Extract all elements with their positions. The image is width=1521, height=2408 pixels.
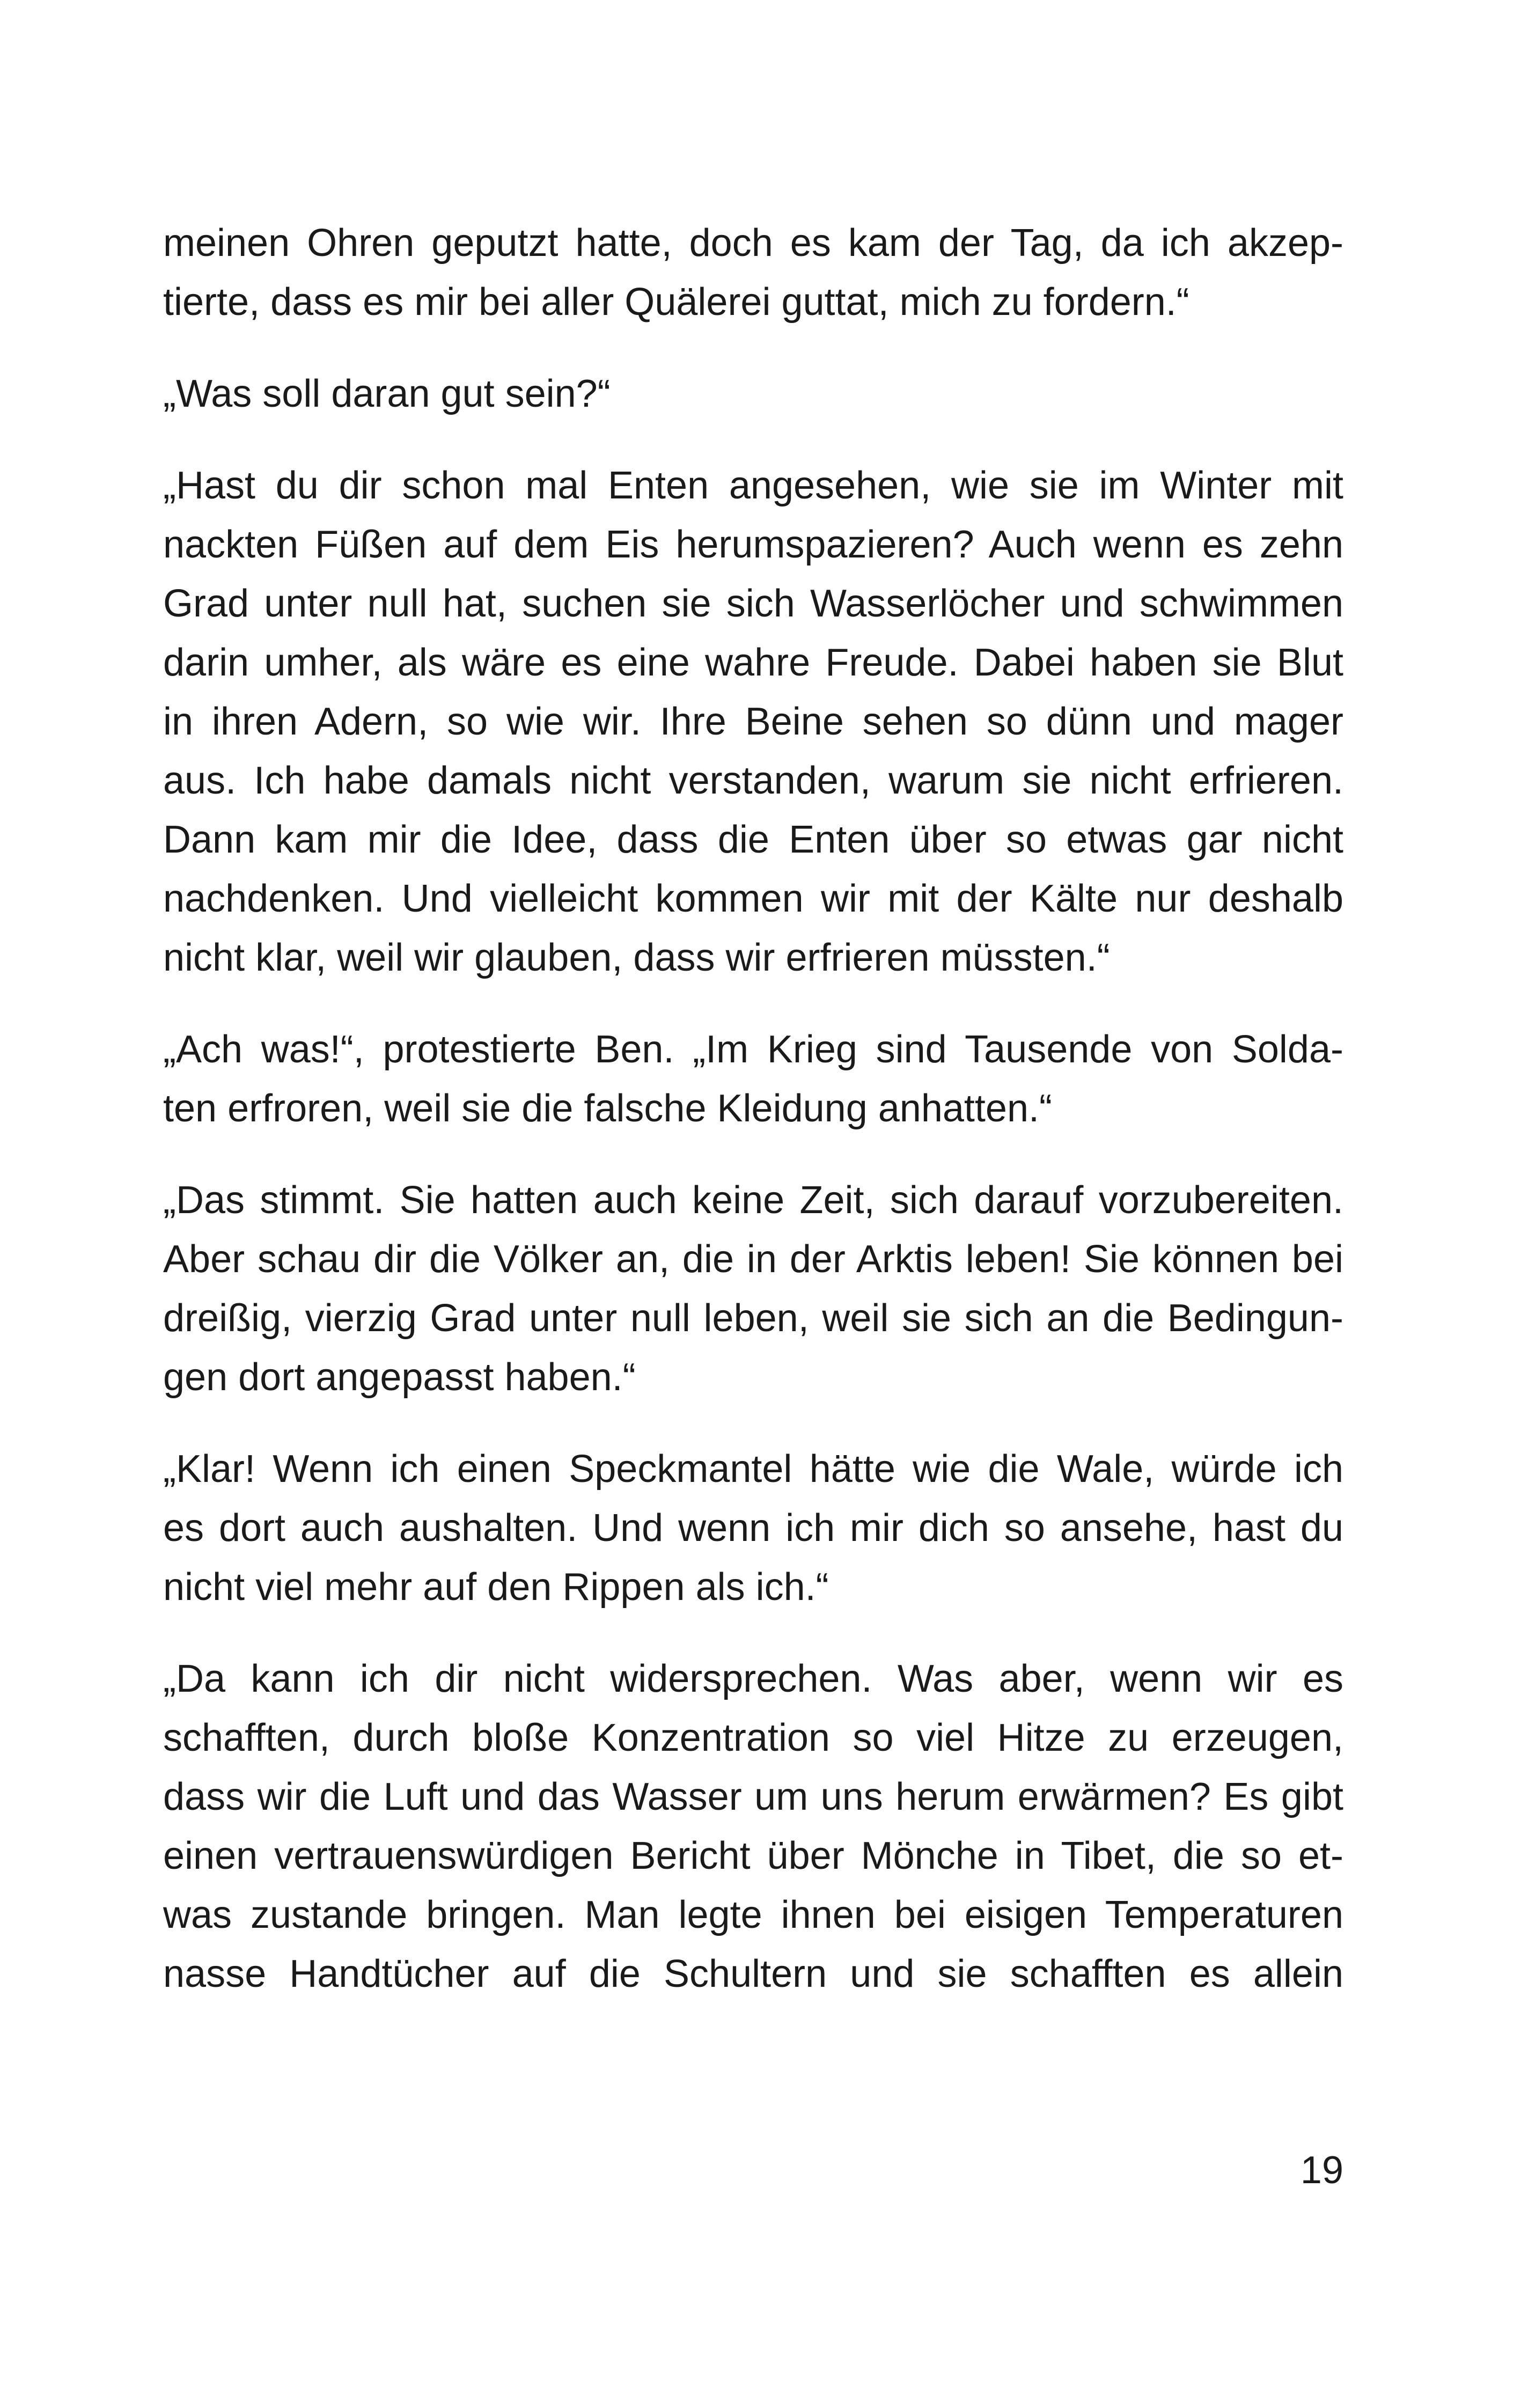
text-line: Aber schau dir die Völker an, die in der Arktis leben! Sie können bei [163,1238,1343,1281]
paragraph [163,456,1343,987]
text-line: in ihren Adern, so wie wir. Ihre Beine sehen so dünn und mager [163,700,1343,743]
text-line: „Das stimmt. Sie hatten auch keine Zeit, sich darauf vorzubereiten. [163,1179,1343,1222]
paragraph [163,214,1343,332]
text-line: „Hast du dir schon mal Enten angesehen, wie sie im Winter mit [163,464,1343,507]
text-line: „Ach was!“, protestierte Ben. „Im Krieg sind Tausende von Solda- [163,1028,1343,1071]
text-line: darin umher, als wäre es eine wahre Freude. Dabei haben sie Blut [163,641,1343,684]
text-line: Grad unter null hat, suchen sie sich Wasserlöcher und schwimmen [163,582,1343,625]
text-line: was zustande bringen. Man legte ihnen bei eisigen Temperaturen [163,1893,1343,1936]
text-line: ten erfroren, weil sie die falsche Kleidung anhatten.“ [163,1087,1052,1130]
paragraph [163,1020,1343,1138]
paragraph [163,1440,1343,1617]
text-line: dass wir die Luft und das Wasser um uns herum erwärmen? Es gibt [163,1775,1343,1818]
text-line: nasse Handtücher auf die Schultern und sie schafften es allein [163,1952,1343,1995]
text-line: „Klar! Wenn ich einen Speckmantel hätte wie die Wale, würde ich [163,1448,1343,1491]
text-line: schafften, durch bloße Konzentration so viel Hitze zu erzeugen, [163,1716,1343,1759]
text-line: tierte, dass es mir bei aller Quälerei guttat, mich zu fordern.“ [163,281,1189,324]
body-text [163,214,1343,2036]
paragraph [163,1171,1343,1407]
text-line: es dort auch aushalten. Und wenn ich mir dich so ansehe, hast du [163,1507,1343,1550]
text-line: nackten Füßen auf dem Eis herumspazieren? Auch wenn es zehn [163,523,1343,566]
page-number: 19 [1300,2149,1343,2192]
text-line: nachdenken. Und vielleicht kommen wir mit der Kälte nur deshalb [163,877,1343,920]
paragraph [163,364,1343,423]
text-line: gen dort angepasst haben.“ [163,1356,636,1399]
text-line: nicht viel mehr auf den Rippen als ich.“ [163,1566,829,1609]
text-line: „Was soll daran gut sein?“ [163,372,611,415]
text-line: aus. Ich habe damals nicht verstanden, warum sie nicht erfrieren. [163,759,1343,802]
paragraph [163,1649,1343,2003]
text-line: dreißig, vierzig Grad unter null leben, weil sie sich an die Bedingun- [163,1297,1343,1340]
text-line: einen vertrauenswürdigen Bericht über Mönche in Tibet, die so et- [163,1834,1343,1877]
text-line: Dann kam mir die Idee, dass die Enten über so etwas gar nicht [163,818,1343,861]
text-line: „Da kann ich dir nicht widersprechen. Was aber, wenn wir es [163,1657,1343,1700]
text-line: nicht klar, weil wir glauben, dass wir erfrieren müssten.“ [163,936,1110,979]
text-line: meinen Ohren geputzt hatte, doch es kam der Tag, da ich akzep- [163,222,1343,265]
